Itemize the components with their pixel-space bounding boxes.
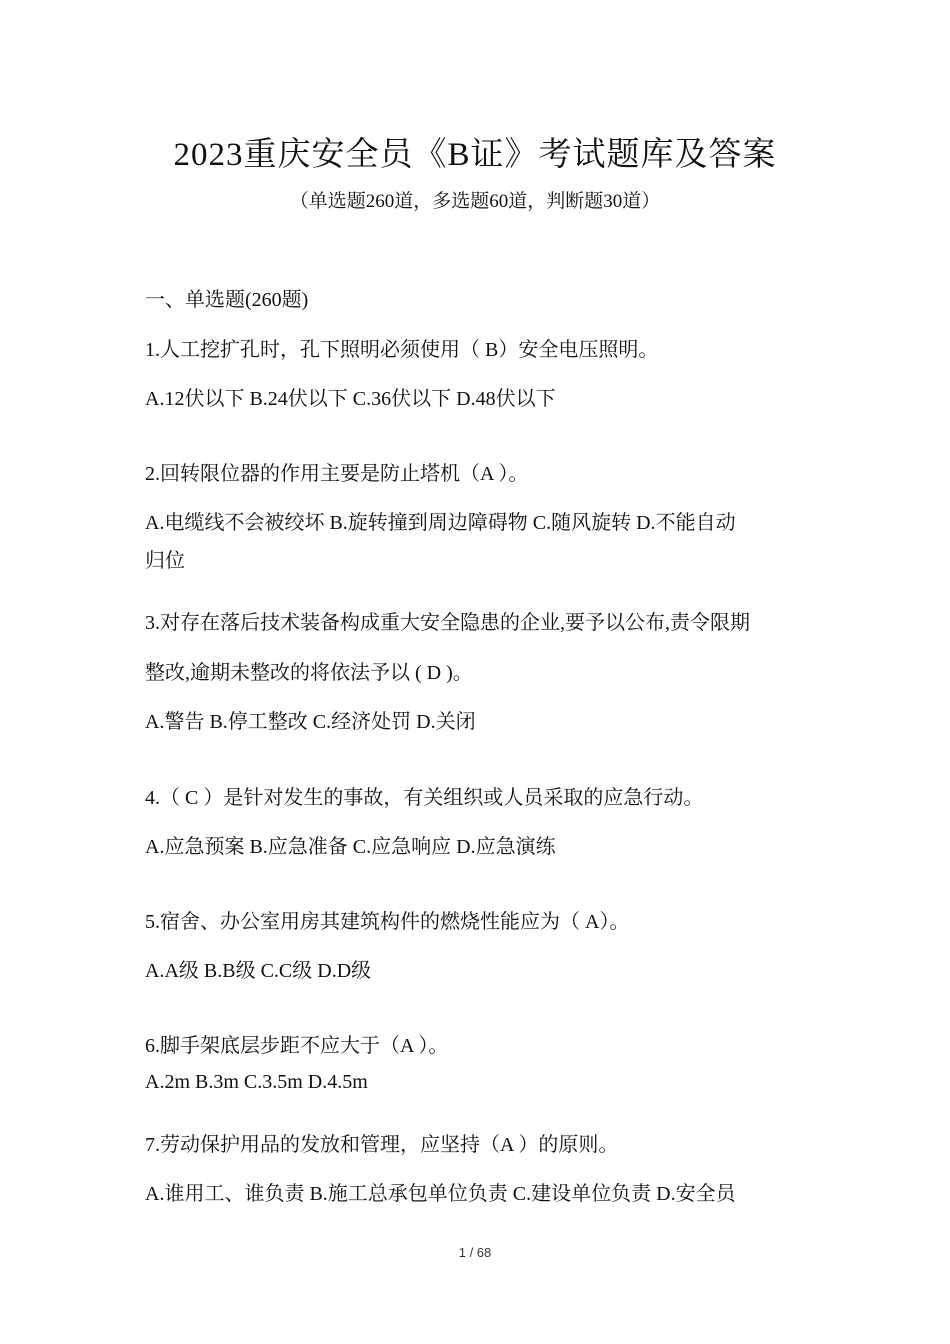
question-2-options-continued: 归位	[145, 550, 185, 572]
question-2-stem: 2.回转限位器的作用主要是防止塔机（A ）。	[145, 463, 529, 485]
question-7-options: A.谁用工、谁负责 B.施工总承包单位负责 C.建设单位负责 D.安全员	[145, 1183, 736, 1205]
page-number: 1 / 68	[458, 1245, 492, 1260]
question-1-options: A.12伏以下 B.24伏以下 C.36伏以下 D.48伏以下	[145, 388, 556, 410]
question-6-options: A.2m B.3m C.3.5m D.4.5m	[145, 1071, 368, 1093]
question-6-stem: 6.脚手架底层步距不应大于（A ）。	[145, 1035, 449, 1057]
question-3-options: A.警告 B.停工整改 C.经济处罚 D.关闭	[145, 711, 476, 733]
question-5-options: A.A级 B.B级 C.C级 D.D级	[145, 960, 372, 982]
question-1-stem: 1.人工挖扩孔时，孔下照明必须使用（ B）安全电压照明。	[145, 339, 659, 361]
question-3-stem-continued: 整改,逾期未整改的将依法予以 ( D )。	[145, 662, 473, 684]
question-4-options: A.应急预案 B.应急准备 C.应急响应 D.应急演练	[145, 836, 556, 858]
question-3-stem: 3.对存在落后技术装备构成重大安全隐患的企业,要予以公布,责令限期	[145, 612, 750, 634]
question-4-stem: 4.（ C ）是针对发生的事故，有关组织或人员采取的应急行动。	[145, 787, 704, 809]
document-subtitle: （单选题260道，多选题60道，判断题30道）	[289, 191, 661, 212]
document-title: 2023重庆安全员《B证》考试题库及答案	[173, 137, 777, 173]
section-heading: 一、单选题(260题)	[145, 289, 309, 311]
question-5-stem: 5.宿舍、办公室用房其建筑构件的燃烧性能应为（ A）。	[145, 911, 630, 933]
question-2-options: A.电缆线不会被绞坏 B.旋转撞到周边障碍物 C.随风旋转 D.不能自动	[145, 512, 736, 534]
question-7-stem: 7.劳动保护用品的发放和管理，应坚持（A ）的原则。	[145, 1134, 619, 1156]
